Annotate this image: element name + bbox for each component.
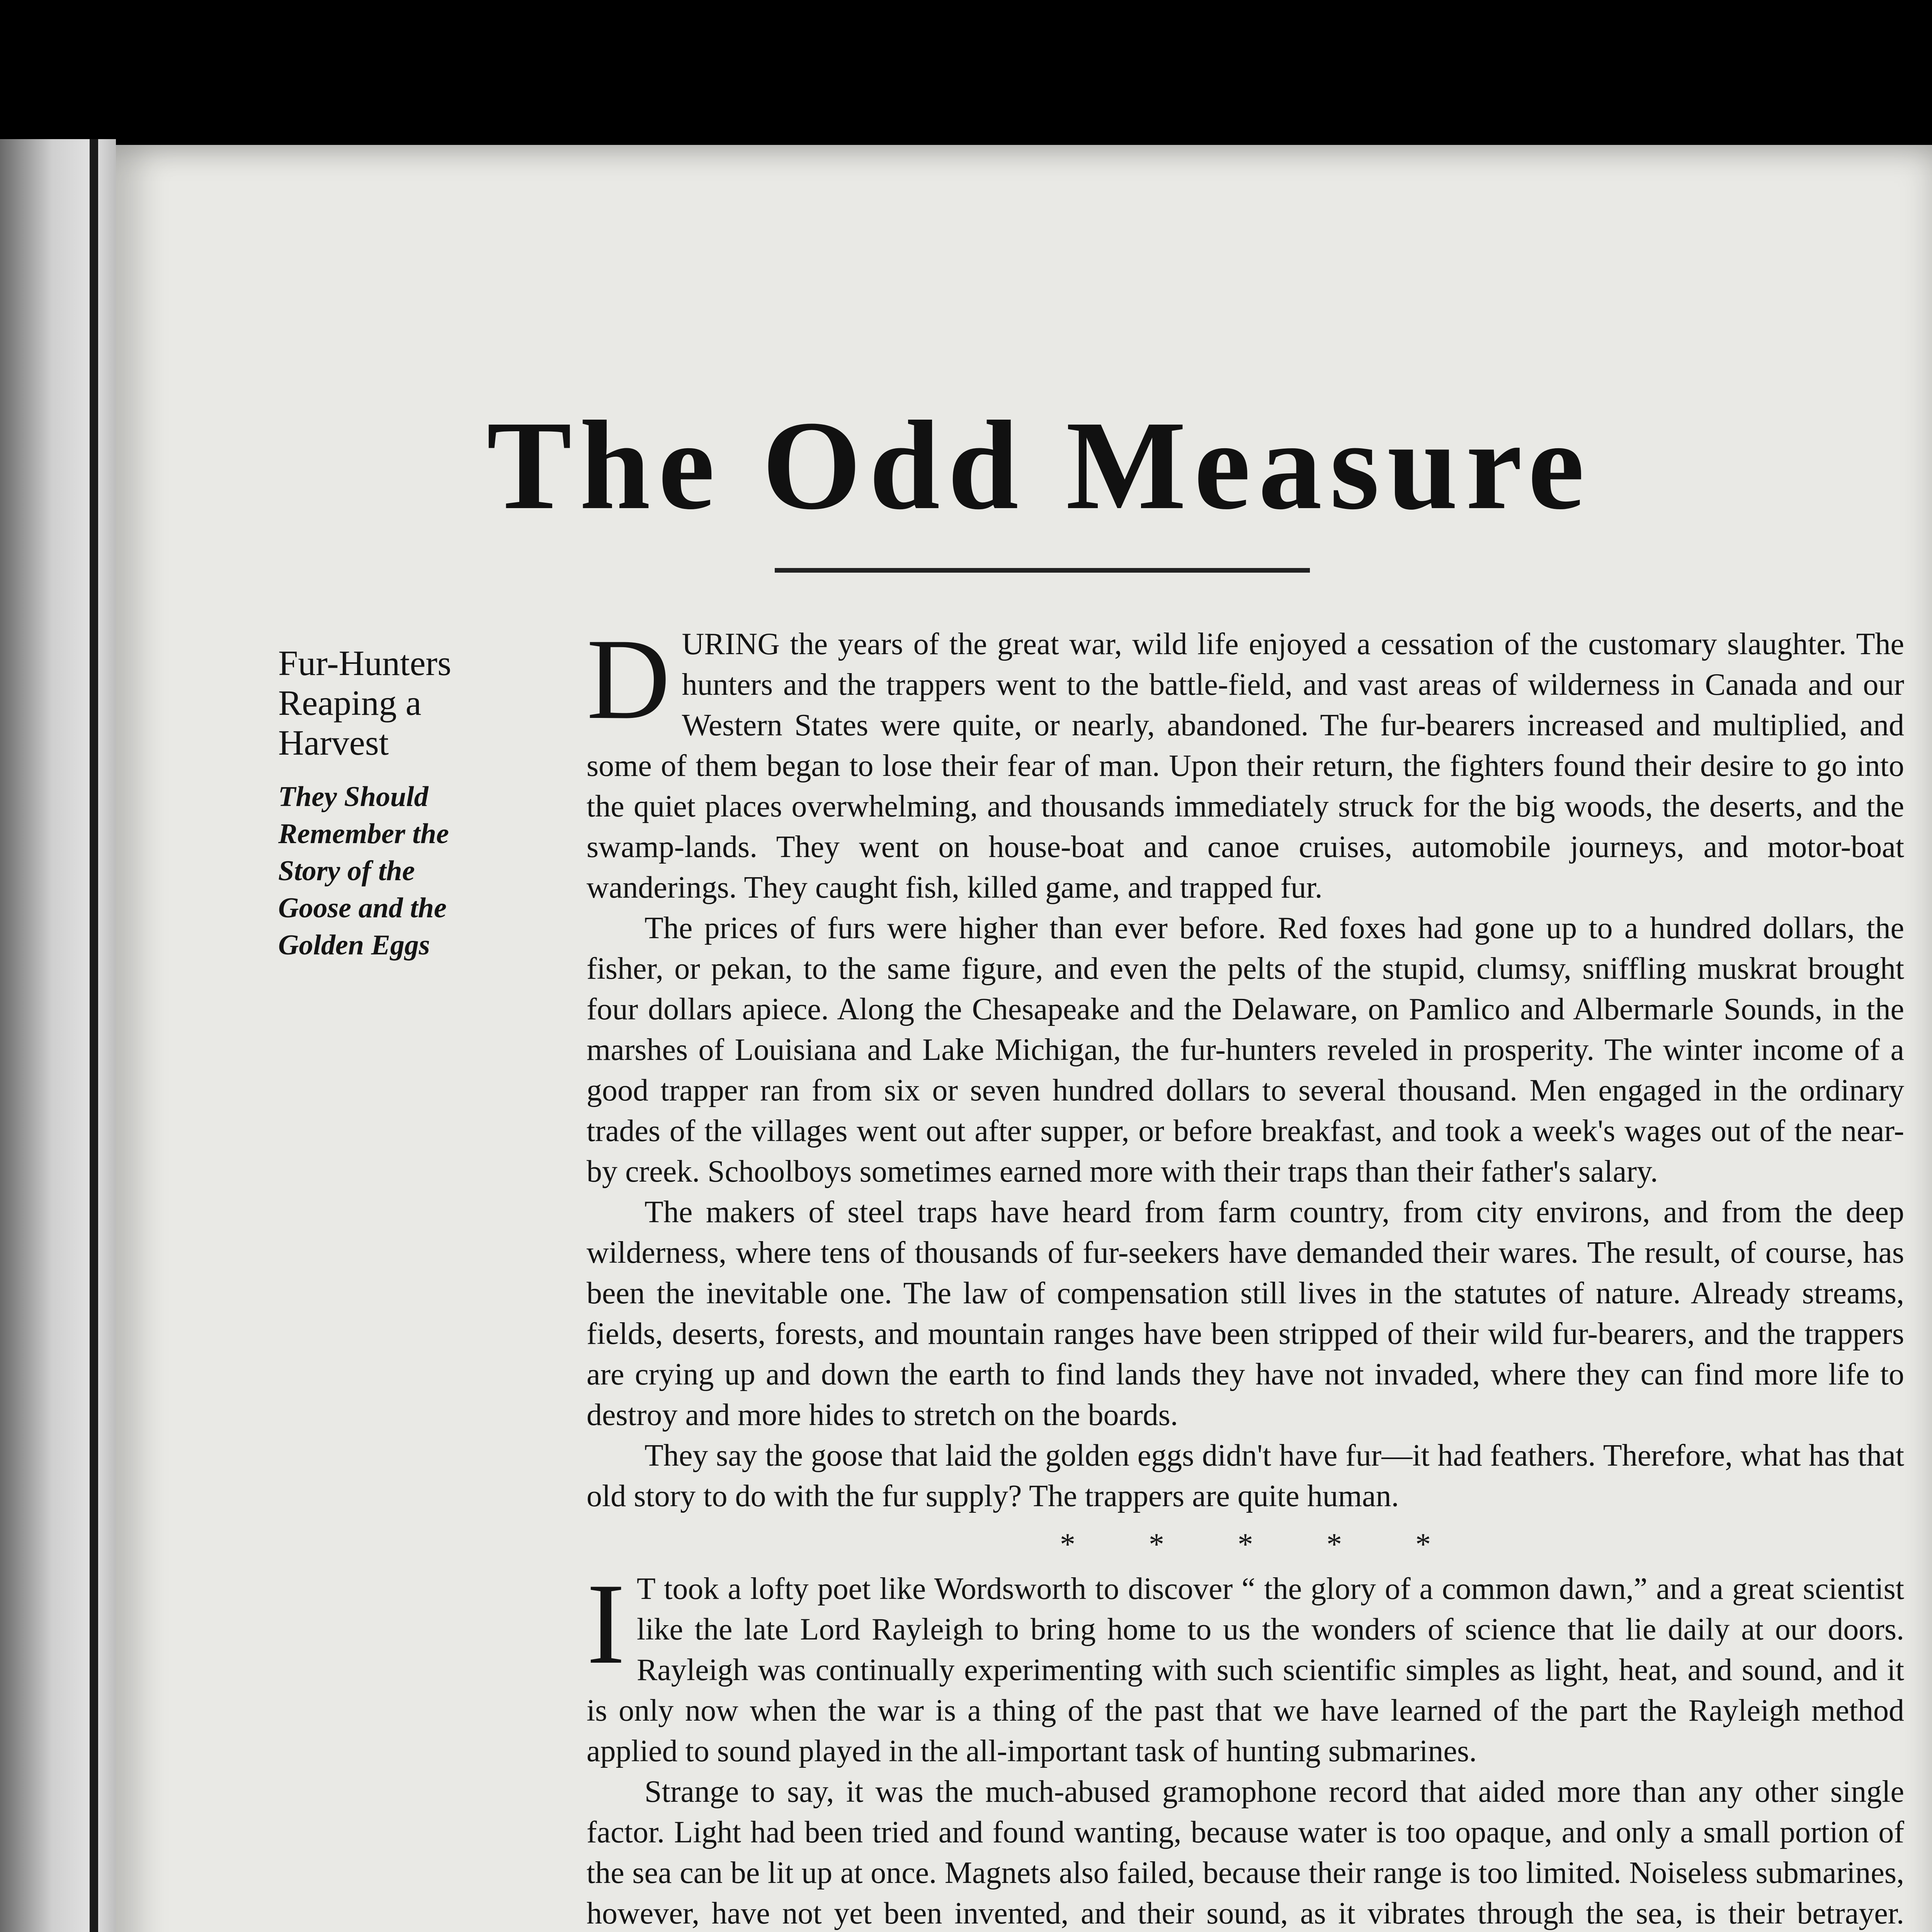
section1-heading: Fur-Hunters Reaping a Harvest (278, 643, 451, 762)
magazine-page (116, 145, 1932, 1932)
left-page-edge (0, 139, 116, 1932)
title-rule (775, 568, 1310, 573)
drop-cap-i: I (587, 1560, 625, 1688)
section1-paragraph-1: DURING the years of the great war, wild life enjoyed a cessation of the customary slaughter. The hunters and the trappers went to the battle-field, and vast areas of wilderness in Canada and our Western States were quite, or nearly, abandoned. The fur-bearers increased and multiplied, and some of them began to lose their fear of man. Upon their return, the fighters found their desire to go into the quiet places overwhelming, and thousands immediately struck for the big woods, the deserts, and the swamp-lands. They went on house-boat and canoe cruises, automobile journeys, and motor-boat wanderings. They caught fish, killed game, and trapped fur. (587, 615, 1904, 905)
section1-sidebar (278, 643, 495, 964)
section1-paragraph-4: They say the goose that laid the golden eggs didn't have fur—it had feathers. Therefore, what has that old story to do with the fur supply? The trappers are quite human. (587, 1439, 1904, 1513)
book-gutter (90, 139, 98, 1932)
page-title: The Odd Measure (486, 395, 1592, 536)
section1-subheading: They Should Remember the Story of the Goose and the Golden Eggs (278, 781, 449, 961)
drop-cap-d: D (587, 615, 670, 743)
section1-paragraph-2: The prices of furs were higher than ever before. Red foxes had gone up to a hundred dollars, the fisher, or pekan, to the same figure, and even the pelts of the stupid, clumsy, sniffling muskrat brought four dollars apiece. Along the Chesapeake and the Delaware, on Pamlico and Albermarle Sounds, in the marshes of Louisiana and Lake Michigan, the fur-hunters reveled in prosperity. The winter income of a good trapper ran from six or seven hundred dollars to several thousand. Men engaged in the ordinary trades of the villages went out after supper, or before breakfast, and took a week's wages out of the near-by creek. Schoolboys sometimes earned more with their traps than their father's salary. (587, 911, 1904, 1189)
section2-paragraph-1: I T took a lofty poet like Wordsworth to discover “ the glory of a common dawn,” and a great scientist like the late Lord Rayleigh to bring home to us the wonders of science that lie daily at our doors. Rayleigh was continually experimenting with such scientific simples as light, heat, and sound, and it is only now when the war is a thing of the past that we have learned of the part the Rayleigh method applied to sound played in the all-important task of hunting submarines. (587, 1560, 1904, 1768)
article-column (587, 615, 1904, 1932)
section1-paragraph-3: The makers of steel traps have heard from farm country, from city environs, and from the deep wilderness, where tens of thousands of fur-seekers have demanded their wares. The result, of course, has been the inevitable one. The law of compensation still lives in the statutes of nature. Already streams, fields, deserts, forests, and mountain ranges have been stripped of their wild fur-bearers, and the trappers are crying up and down the earth to find lands they have not invaded, where they can find more life to destroy and more hides to stretch on the boards. (587, 1195, 1904, 1432)
section-separator: * * * * * (1060, 1527, 1431, 1561)
section2-paragraph-2: Strange to say, it was the much-abused gramophone record that aided more than any other single factor. Light had been tried and found wanting, because water is too opaque, and only a small portion of the sea can be lit up at once. Magnets also failed, because their range is too limited. Noiseless submarines, however, have not yet been invented, and their sound, as it vibrates through the sea, is their betrayer. (587, 1775, 1904, 1930)
